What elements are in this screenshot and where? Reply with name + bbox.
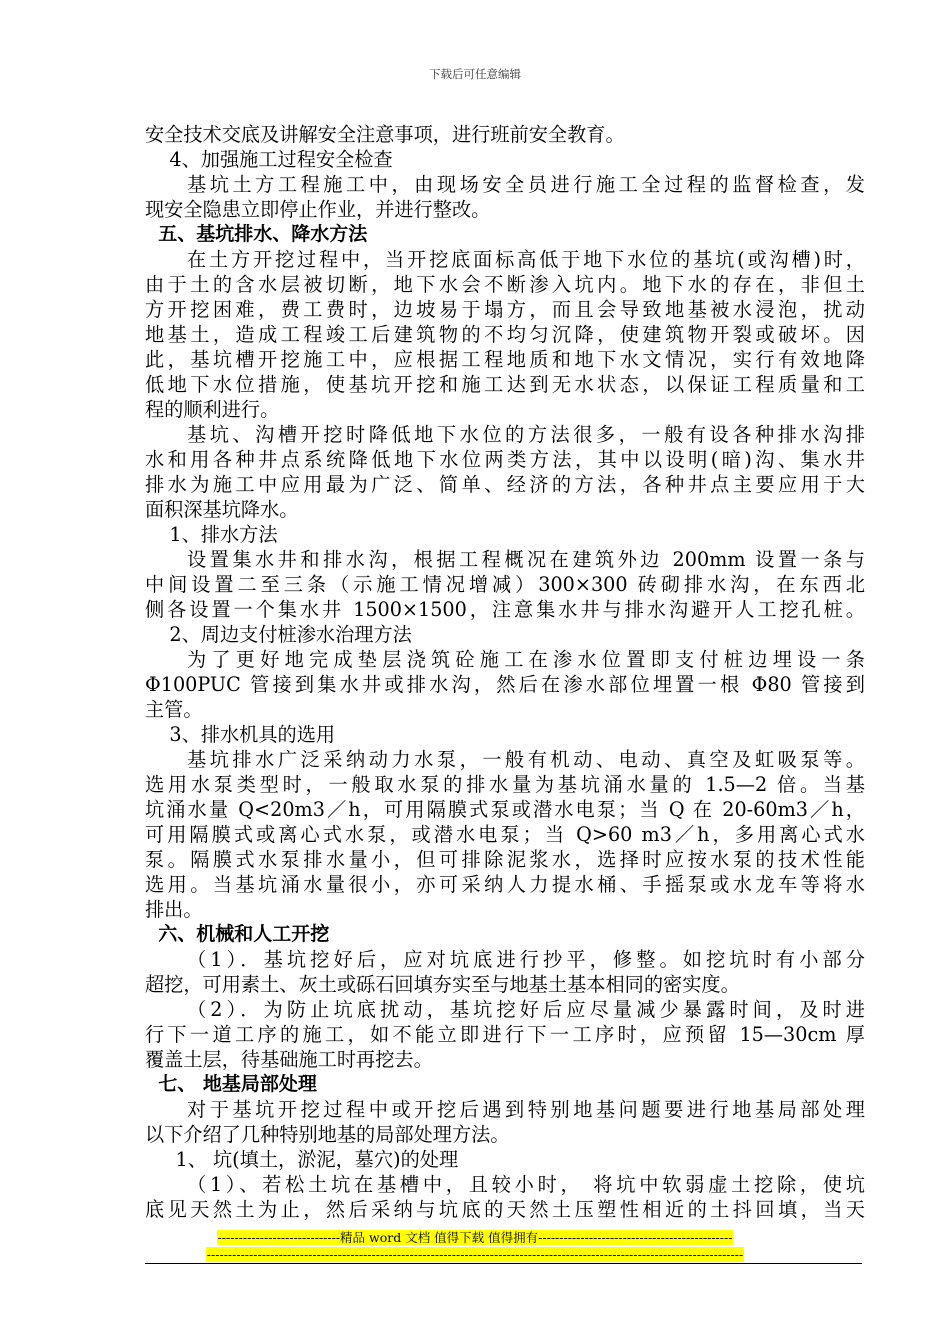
body-text-line: 由于土的含水层被切断，地下水会不断渗入坑内。地下水的存在，非但土 xyxy=(145,273,865,296)
body-text-line: 超挖，可用素土、灰土或砾石回填夯实至与地基土基本相同的密实度。 xyxy=(145,973,740,996)
body-text-line: （2）．为防止坑底扰动，基坑挖好后应尽量减少暴露时间，及时进 xyxy=(187,998,865,1021)
body-text-line: 基坑、沟槽开挖时降低地下水位的方法很多，一般有设各种排水沟排 xyxy=(187,423,865,446)
body-text-line: 可用隔膜式或离心式水泵，或潜水电泵；当 Q>60 m3／h，多用离心式水 xyxy=(145,823,865,846)
footer-banner-text-2: ------------------------------------------------------------------------------------------------------------------------------- xyxy=(206,1247,744,1262)
section-heading: 六、机械和人工开挖 xyxy=(145,923,330,945)
body-text-line: 排水为施工中应用最为广泛、简单、经济的方法，各种井点主要应用于大 xyxy=(145,473,865,496)
body-text-line: 排出。 xyxy=(145,898,203,921)
section-heading: 七、 地基局部处理 xyxy=(145,1073,317,1095)
body-text-line: 3、排水机具的选用 xyxy=(145,723,336,746)
body-text-line: 基坑土方工程施工中，由现场安全员进行施工全过程的监督检查，发 xyxy=(187,173,865,196)
body-text-line: 行下一道工序的施工，如不能立即进行下一工序时，应预留 15—30cm 厚 xyxy=(145,1023,865,1046)
body-text-line: 4、加强施工过程安全检查 xyxy=(145,148,393,171)
body-text-line: 底见天然土为止，然后采纳与坑底的天然土压塑性相近的土抖回填，当天 xyxy=(145,1198,865,1221)
body-text-line: 地基土，造成工程竣工后建筑物的不均匀沉降，使建筑物开裂或破坏。因 xyxy=(145,323,865,346)
body-text-line: 2、周边支付桩渗水治理方法 xyxy=(145,623,412,646)
body-text-line: 安全技术交底及讲解安全注意事项，进行班前安全教育。 xyxy=(145,123,625,146)
section-heading: 五、基坑排水、降水方法 xyxy=(145,223,368,245)
body-text-line: 为了更好地完成垫层浇筑砼施工在渗水位置即支付桩边埋设一条 xyxy=(187,648,865,671)
page-header-note: 下载后可任意编辑 xyxy=(429,67,521,81)
body-text-line: 中间设置二至三条（示施工情况增减）300×300 砖砌排水沟，在东西北 xyxy=(145,573,865,596)
body-text-line: 主管。 xyxy=(145,698,203,721)
body-text-line: 程的顺利进行。 xyxy=(145,398,280,421)
body-text-line: 以下介绍了几种特别地基的局部处理方法。 xyxy=(145,1123,510,1146)
body-text-line: 选用。当基坑涌水量很小，亦可采纳人力提水桶、手摇泵或水龙车等将水 xyxy=(145,873,865,896)
body-text-line: 侧各设置一个集水井 1500×1500，注意集水井与排水沟避开人工挖孔桩。 xyxy=(145,598,865,621)
document-body xyxy=(145,122,865,1222)
body-text-line: （1）、若松土坑在基槽中，且较小时， 将坑中软弱虚土挖除，使坑 xyxy=(187,1173,865,1196)
body-text-line: 坑涌水量 Q<20m3／h，可用隔膜式泵或潜水电泵；当 Q 在 20-60m3／h， xyxy=(145,798,865,821)
body-text-line: 面积深基坑降水。 xyxy=(145,498,299,521)
footer-divider xyxy=(145,1263,862,1264)
body-text-line: 在土方开挖过程中，当开挖底面标高低于地下水位的基坑(或沟槽)时， xyxy=(187,248,865,271)
body-text-line: Φ100PUC 管接到集水井或排水沟，然后在渗水部位埋置一根 Φ80 管接到 xyxy=(145,673,865,696)
body-text-line: 覆盖土层，待基础施工时再挖去。 xyxy=(145,1048,433,1071)
body-text-line: 设置集水井和排水沟，根据工程概况在建筑外边 200mm 设置一条与 xyxy=(187,548,865,571)
body-text-line: 现安全隐患立即停止作业，并进行整改。 xyxy=(145,198,491,221)
body-text-line: 此，基坑槽开挖施工中，应根据工程地质和地下水文情况，实行有效地降 xyxy=(145,348,865,371)
body-text-line: 泵。隔膜式水泵排水量小，但可排除泥浆水，选择时应按水泵的技术性能 xyxy=(145,848,865,871)
body-text-line: 1、排水方法 xyxy=(145,523,278,546)
body-text-line: （1）．基坑挖好后，应对坑底进行抄平，修整。如挖坑时有小部分 xyxy=(187,948,865,971)
body-text-line: 基坑排水广泛采纳动力水泵，一般有机动、电动、真空及虹吸泵等。 xyxy=(187,748,865,771)
footer-banner-line-1 xyxy=(0,1229,950,1246)
footer-banner-line-2 xyxy=(0,1246,950,1263)
footer-banner-text-1: -----------------------------精品 word 文档 值得下载 值得拥有---------------------------------------------- xyxy=(217,1230,733,1245)
body-text-line: 水和用各种井点系统降低地下水位两类方法，其中以设明(暗)沟、集水井 xyxy=(145,448,865,471)
body-text-line: 方开挖困难，费工费时，边坡易于塌方，而且会导致地基被水浸泡，扰动 xyxy=(145,298,865,321)
body-text-line: 1、 坑(填土，淤泥，墓穴)的处理 xyxy=(145,1148,459,1171)
body-text-line: 对于基坑开挖过程中或开挖后遇到特别地基问题要进行地基局部处理 xyxy=(187,1098,865,1121)
body-text-line: 低地下水位措施，使基坑开挖和施工达到无水状态，以保证工程质量和工 xyxy=(145,373,865,396)
body-text-line: 选用水泵类型时，一般取水泵的排水量为基坑涌水量的 1.5—2 倍。当基 xyxy=(145,773,865,796)
